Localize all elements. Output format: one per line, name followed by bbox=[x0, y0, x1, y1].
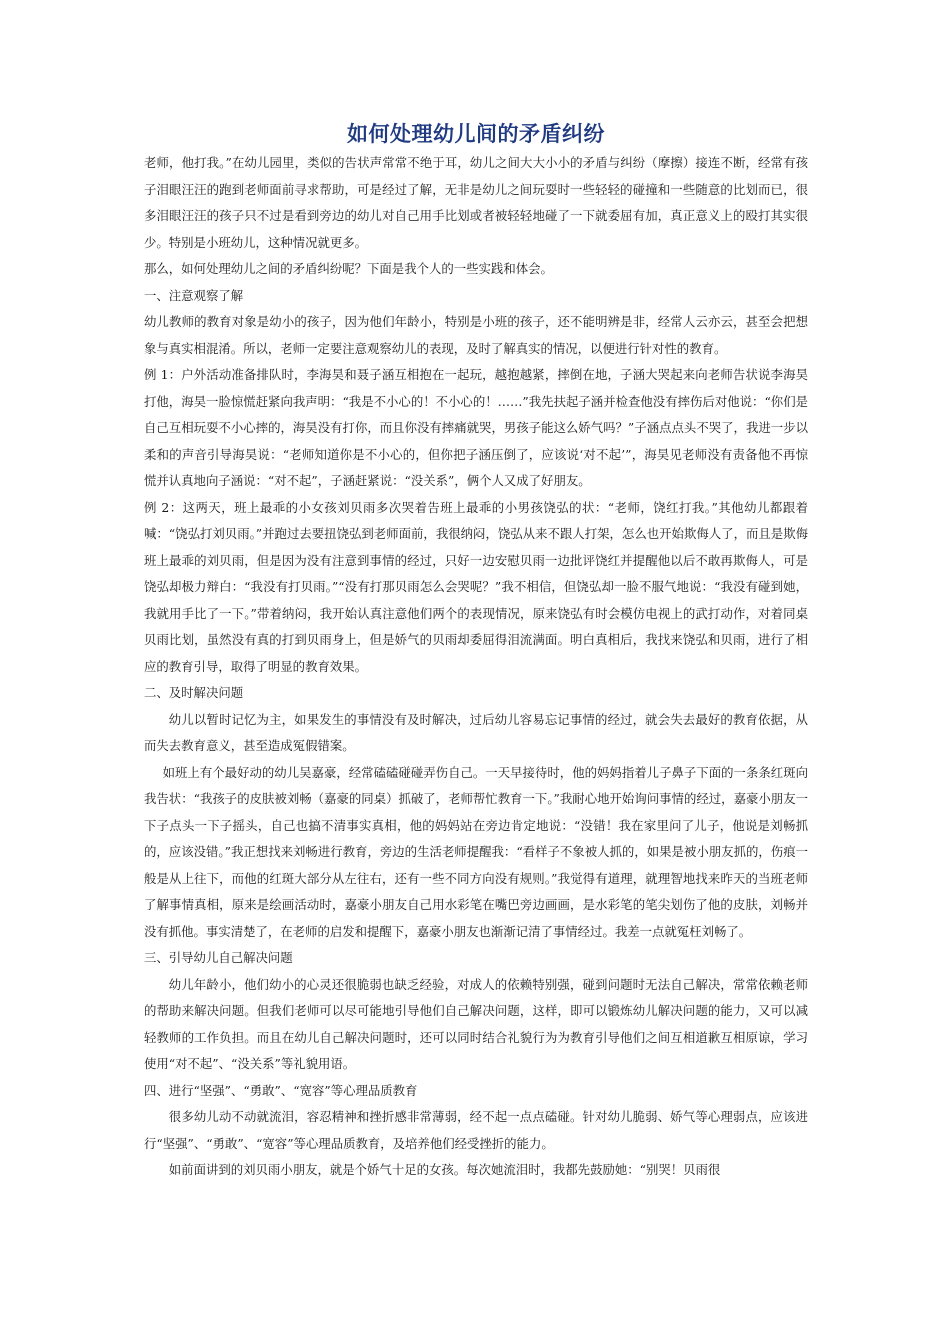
document-title: 如何处理幼儿间的矛盾纠纷 bbox=[347, 122, 605, 146]
timely-paragraph: 幼儿以暂时记忆为主，如果发生的事情没有及时解决，过后幼儿容易忘记事情的经过，就会失去最好的教育依据，从而失去教育意义，甚至造成冤假错案。 bbox=[144, 711, 808, 753]
self-solve-paragraph: 幼儿年龄小，他们幼小的心灵还很脆弱也缺乏经验，对成人的依赖特别强，碰到问题时无法自己解决，常常依赖老师的帮助来解决问题。但我们老师可以尽可能地引导他们自己解决问题，这样，即可以锻炼幼儿解决问题的能力，又可以减轻教师的工作负担。而且在幼儿自己解决问题时，还可以同时结合礼貌行为为教育引导他们之间互相道歉互相原谅，学习使用“对不起”、“没关系”等礼貌用语。 bbox=[144, 976, 808, 1071]
section-heading-timely: 二、及时解决问题 bbox=[144, 685, 244, 700]
timely-example-paragraph: 如班上有个最好动的幼儿吴嘉豪，经常磕磕碰碰弄伤自己。一天早接待时，他的妈妈指着儿子鼻子下面的一条条红斑向我告状：“我孩子的皮肤被刘畅（嘉豪的同桌）抓破了，老师帮忙教育一下。”我耐心地开始询问事情的经过，嘉豪小朋友一下子点头一下子摇头，自己也搞不清事实真相，他的妈妈站在旁边肯定地说：“没错！我在家里问了儿子，他说是刘畅抓的，应该没错。”我正想找来刘畅进行教育，旁边的生活老师提醒我：“看样子不象被人抓的，如果是被小朋友抓的，伤痕一般是从上往下，而他的红斑大部分从左往右，还有一些不同方向没有规则。”我觉得有道理，就理智地找来昨天的当班老师了解事情真相，原来是绘画活动时，嘉豪小朋友自己用水彩笔在嘴巴旁边画画，是水彩笔的笔尖划伤了他的皮肤，刘畅并没有抓他。事实清楚了，在老师的启发和提醒下，嘉豪小朋友也渐渐记清了事情经过。我差一点就冤枉刘畅了。 bbox=[144, 764, 808, 939]
section-heading-observe: 一、注意观察了解 bbox=[144, 287, 244, 303]
section-heading-self-solve: 三、引导幼儿自己解决问题 bbox=[144, 950, 293, 965]
character-paragraph: 很多幼儿动不动就流泪，容忍精神和挫折感非常薄弱，经不起一点点磕碰。针对幼儿脆弱、娇气等心理弱点，应该进行“坚强”、“勇敢”、“宽容”等心理品质教育，及培养他们经受挫折的能力。 bbox=[144, 1109, 808, 1151]
example-1-paragraph: 例 1：户外活动准备排队时，李海昊和聂子涵互相抱在一起玩，越抱越紧，摔倒在地，子涵大哭起来向老师告状说李海昊打他，海昊一脸惊慌赶紧向我声明：“我是不小心的！不小心的！……”我先扶起子涵并检查他没有摔伤后对他说：“你们是自己互相玩耍不小心摔的，海昊没有打你，而且你没有摔痛就哭，男孩子能这么娇气吗？”子涵点点头不哭了，我进一步以柔和的声音引导海昊说：“老师知道你是不小心的，但你把子涵压倒了，应该说‘对不起’”，海昊见老师没有责备他不再惊慌并认真地向子涵说：“对不起”，子涵赶紧说：“没关系”，俩个人又成了好朋友。 bbox=[144, 367, 808, 488]
intro-paragraph: 老师，他打我。”在幼儿园里，类似的告状声常常不绝于耳，幼儿之间大大小小的矛盾与纠纷（摩擦）接连不断，经常有孩子泪眼汪汪的跑到老师面前寻求帮助，可是经过了解，无非是幼儿之间玩耍时一些轻轻的碰撞和一些随意的比划而已，很多泪眼汪汪的孩子只不过是看到旁边的幼儿对自己用手比划或者被轻轻地碰了一下就委屈有加，真正意义上的殴打其实很少。特别是小班幼儿，这种情况就更多。 bbox=[144, 155, 808, 250]
section-heading-character: 四、进行“坚强”、“勇敢”、“宽容”等心理品质教育 bbox=[144, 1082, 418, 1098]
document-page bbox=[144, 118, 808, 1184]
character-example-paragraph: 如前面讲到的刘贝雨小朋友，就是个娇气十足的女孩。每次她流泪时，我都先鼓励她：“别哭！贝雨很 bbox=[168, 1162, 721, 1177]
intro-question-paragraph: 那么，如何处理幼儿之间的矛盾纠纷呢？下面是我个人的一些实践和体会。 bbox=[144, 261, 553, 276]
example-2-paragraph: 例 2：这两天，班上最乖的小女孩刘贝雨多次哭着告班上最乖的小男孩饶弘的状：“老师，饶红打我。”其他幼儿都跟着喊：“饶弘打刘贝雨。”并跑过去要扭饶弘到老师面前，我很纳闷，饶弘从来不跟人打架，怎么也开始欺侮人了，而且是欺侮班上最乖的刘贝雨，但是因为没有注意到事情的经过，只好一边安慰贝雨一边批评饶红并提醒他以后不敢再欺侮人，可是饶弘却极力辩白：“我没有打贝雨。”“没有打那贝雨怎么会哭呢？”我不相信，但饶弘却一脸不服气地说：“我没有碰到她，我就用手比了一下。”带着纳闷，我开始认真注意他们两个的表现情况，原来饶弘有时会模仿电视上的武打动作，对着同桌贝雨比划，虽然没有真的打到贝雨身上，但是娇气的贝雨却委屈得泪流满面。明白真相后，我找来饶弘和贝雨，进行了相应的教育引导，取得了明显的教育效果。 bbox=[144, 499, 808, 674]
observe-paragraph: 幼儿教师的教育对象是幼小的孩子，因为他们年龄小，特别是小班的孩子，还不能明辨是非，经常人云亦云，甚至会把想象与真实相混淆。所以，老师一定要注意观察幼儿的表现，及时了解真实的情况，以便进行针对性的教育。 bbox=[144, 314, 808, 356]
